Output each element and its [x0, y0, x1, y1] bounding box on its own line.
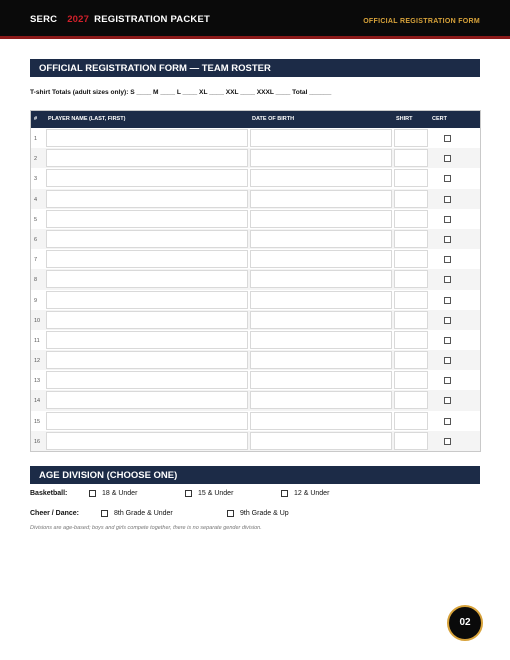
- player-name-field[interactable]: [46, 169, 248, 187]
- shirt-size-field[interactable]: [394, 311, 428, 329]
- table-row: [31, 229, 480, 249]
- table-row: [31, 189, 480, 209]
- shirt-size-field[interactable]: [394, 210, 428, 228]
- date-of-birth-field[interactable]: [250, 149, 392, 167]
- cert-cell: [430, 311, 479, 329]
- cert-cell: [430, 230, 479, 248]
- player-name-field[interactable]: [46, 351, 248, 369]
- player-name-field[interactable]: [46, 432, 248, 450]
- cert-checkbox[interactable]: [444, 256, 451, 263]
- brand-year: 2027: [67, 14, 90, 25]
- cert-checkbox[interactable]: [444, 276, 451, 283]
- option-label: 8th Grade & Under: [114, 510, 173, 517]
- row-number: 5: [34, 216, 38, 223]
- roster-table-header: [31, 111, 480, 128]
- cert-cell: [430, 149, 479, 167]
- shirt-size-field[interactable]: [394, 391, 428, 409]
- row-number: 8: [34, 277, 38, 284]
- cert-checkbox[interactable]: [444, 216, 451, 223]
- table-row: [31, 290, 480, 310]
- table-row: [31, 310, 480, 330]
- age-division-title: AGE DIVISION (CHOOSE ONE): [30, 466, 480, 484]
- checkbox[interactable]: [89, 490, 96, 497]
- shirt-size-field[interactable]: [394, 270, 428, 288]
- shirt-size-field[interactable]: [394, 129, 428, 147]
- tshirt-totals: T-shirt Totals (adult sizes only): S ____ M ____ L ____ XL ____ XXL ____ XXXL ____ Total ______: [30, 89, 332, 96]
- row-number: 12: [34, 358, 41, 365]
- cert-checkbox[interactable]: [444, 438, 451, 445]
- option-label: 12 & Under: [294, 490, 330, 497]
- brand-title: REGISTRATION PACKET: [94, 14, 211, 25]
- row-number: 16: [34, 438, 41, 445]
- date-of-birth-field[interactable]: [250, 412, 392, 430]
- division-note: Divisions are age-based; boys and girls compete together, there is no separate gender division.: [30, 525, 262, 531]
- table-row: [31, 249, 480, 269]
- brand: [30, 14, 210, 25]
- checkbox[interactable]: [185, 490, 192, 497]
- table-row: [31, 411, 480, 431]
- row-number: 3: [34, 176, 38, 183]
- cert-cell: [430, 210, 479, 228]
- date-of-birth-field[interactable]: [250, 432, 392, 450]
- row-number: 15: [34, 418, 41, 425]
- shirt-size-field[interactable]: [394, 250, 428, 268]
- cert-cell: [430, 351, 479, 369]
- cert-checkbox[interactable]: [444, 418, 451, 425]
- cert-checkbox[interactable]: [444, 397, 451, 404]
- date-of-birth-field[interactable]: [250, 291, 392, 309]
- shirt-size-field[interactable]: [394, 371, 428, 389]
- cert-checkbox[interactable]: [444, 357, 451, 364]
- cert-checkbox[interactable]: [444, 135, 451, 142]
- row-number: 11: [34, 337, 40, 344]
- date-of-birth-field[interactable]: [250, 190, 392, 208]
- table-row: [31, 350, 480, 370]
- roster-body: [31, 128, 480, 451]
- player-name-field[interactable]: [46, 391, 248, 409]
- date-of-birth-field[interactable]: [250, 230, 392, 248]
- cert-checkbox[interactable]: [444, 377, 451, 384]
- cert-cell: [430, 129, 479, 147]
- cert-checkbox[interactable]: [444, 317, 451, 324]
- cert-cell: [430, 331, 479, 349]
- cert-cell: [430, 190, 479, 208]
- shirt-size-field[interactable]: [394, 190, 428, 208]
- shirt-size-field[interactable]: [394, 149, 428, 167]
- row-number: 1: [34, 136, 38, 142]
- col-number: #: [34, 116, 38, 122]
- cert-cell: [430, 270, 479, 288]
- basketball-label: Basketball:: [30, 490, 68, 497]
- shirt-size-field[interactable]: [394, 230, 428, 248]
- date-of-birth-field[interactable]: [250, 129, 392, 147]
- checkbox[interactable]: [281, 490, 288, 497]
- player-name-field[interactable]: [46, 129, 248, 147]
- table-row: [31, 431, 480, 451]
- player-name-field[interactable]: [46, 210, 248, 228]
- player-name-field[interactable]: [46, 250, 248, 268]
- player-name-field[interactable]: [46, 311, 248, 329]
- player-name-field[interactable]: [46, 412, 248, 430]
- date-of-birth-field[interactable]: [250, 371, 392, 389]
- header-accent-line: [0, 36, 510, 39]
- roster-table: [30, 110, 481, 452]
- cert-cell: [430, 412, 479, 430]
- table-row: [31, 209, 480, 229]
- row-number: 7: [34, 257, 38, 264]
- shirt-size-field[interactable]: [394, 351, 428, 369]
- shirt-size-field[interactable]: [394, 412, 428, 430]
- option-label: 9th Grade & Up: [240, 510, 289, 517]
- table-row: [31, 148, 480, 168]
- checkbox[interactable]: [101, 510, 108, 517]
- cert-cell: [430, 371, 479, 389]
- row-number: 2: [34, 156, 38, 163]
- table-row: [31, 330, 480, 350]
- col-date-of-birth: DATE OF BIRTH: [252, 116, 295, 122]
- date-of-birth-field[interactable]: [250, 311, 392, 329]
- date-of-birth-field[interactable]: [250, 270, 392, 288]
- option-label: 15 & Under: [198, 490, 234, 497]
- row-number: 6: [34, 236, 38, 243]
- row-number: 13: [34, 378, 41, 385]
- player-name-field[interactable]: [46, 291, 248, 309]
- cert-cell: [430, 391, 479, 409]
- shirt-size-field[interactable]: [394, 331, 428, 349]
- row-number: 4: [34, 196, 38, 203]
- cert-cell: [430, 250, 479, 268]
- date-of-birth-field[interactable]: [250, 210, 392, 228]
- date-of-birth-field[interactable]: [250, 351, 392, 369]
- shirt-size-field[interactable]: [394, 432, 428, 450]
- player-name-field[interactable]: [46, 270, 248, 288]
- table-row: [31, 390, 480, 410]
- row-number: 9: [34, 297, 38, 304]
- date-of-birth-field[interactable]: [250, 169, 392, 187]
- cert-checkbox[interactable]: [444, 155, 451, 162]
- cert-checkbox[interactable]: [444, 175, 451, 182]
- table-row: [31, 168, 480, 188]
- table-row: [31, 128, 480, 148]
- header-right-label: OFFICIAL REGISTRATION FORM: [363, 18, 480, 25]
- checkbox[interactable]: [227, 510, 234, 517]
- shirt-size-field[interactable]: [394, 291, 428, 309]
- col-cert: CERT: [432, 116, 447, 122]
- cert-cell: [430, 169, 479, 187]
- cheer-label: Cheer / Dance:: [30, 510, 80, 517]
- cert-cell: [430, 291, 479, 309]
- player-name-field[interactable]: [46, 371, 248, 389]
- player-name-field[interactable]: [46, 230, 248, 248]
- cert-checkbox[interactable]: [444, 297, 451, 304]
- row-number: 14: [34, 398, 41, 405]
- table-row: [31, 269, 480, 289]
- date-of-birth-field[interactable]: [250, 391, 392, 409]
- roster-section-title: OFFICIAL REGISTRATION FORM — TEAM ROSTER: [30, 59, 480, 77]
- option-label: 18 & Under: [102, 490, 138, 497]
- col-player-name: PLAYER NAME (LAST, FIRST): [48, 116, 126, 122]
- row-number: 10: [34, 317, 41, 324]
- col-shirt: SHIRT: [396, 116, 413, 122]
- player-name-field[interactable]: [46, 331, 248, 349]
- top-bar: [0, 0, 510, 36]
- player-name-field[interactable]: [46, 149, 248, 167]
- cert-cell: [430, 432, 479, 450]
- cert-checkbox[interactable]: [444, 196, 451, 203]
- cert-checkbox[interactable]: [444, 337, 451, 344]
- date-of-birth-field[interactable]: [250, 331, 392, 349]
- date-of-birth-field[interactable]: [250, 250, 392, 268]
- cert-checkbox[interactable]: [444, 236, 451, 243]
- table-row: [31, 370, 480, 390]
- brand-prefix: SERC: [30, 14, 58, 25]
- player-name-field[interactable]: [46, 190, 248, 208]
- shirt-size-field[interactable]: [394, 169, 428, 187]
- page-number-badge: 02: [447, 605, 483, 641]
